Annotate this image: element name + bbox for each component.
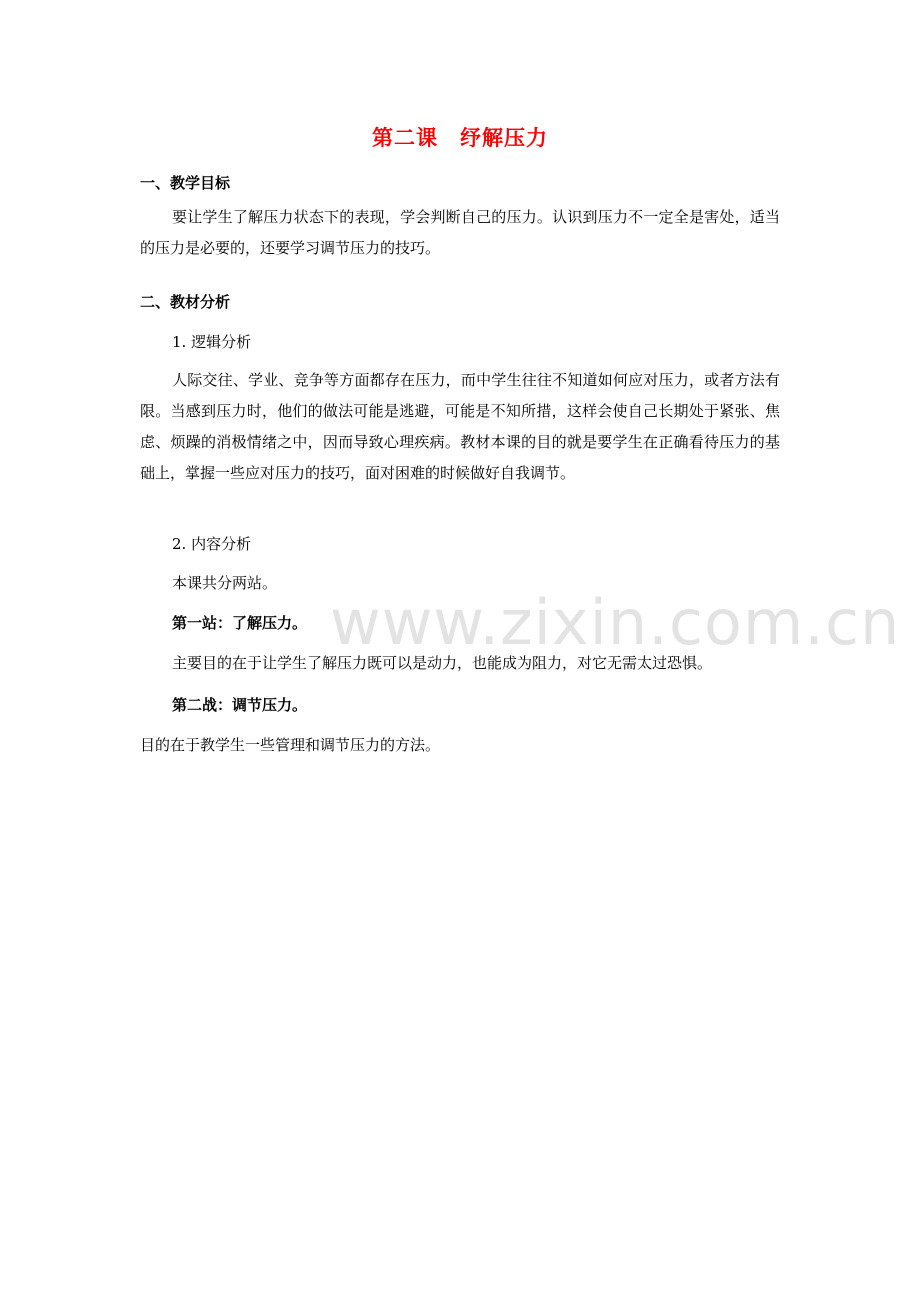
subheading-content-analysis: 2. 内容分析 <box>172 535 252 553</box>
watermark: www.zixin.com.cn <box>330 586 901 659</box>
content-intro: 本课共分两站。 <box>172 574 278 592</box>
section-heading-analysis: 二、教材分析 <box>140 293 231 311</box>
subheading-logic-analysis: 1. 逻辑分析 <box>172 333 252 351</box>
objectives-paragraph: 要让学生了解压力状态下的表现，学会判断自己的压力。认识到压力不一定全是害处，适当的压力是必要的，还要学习调节压力的技巧。 <box>140 208 780 257</box>
section-heading-objectives: 一、教学目标 <box>140 174 231 192</box>
station2-text: 目的在于教学生一些管理和调节压力的方法。 <box>140 736 441 754</box>
station2-title: 第二战：调节压力。 <box>172 696 308 714</box>
station1-title: 第一站：了解压力。 <box>172 614 308 632</box>
station1-text: 主要目的在于让学生了解压力既可以是动力，也能成为阻力，对它无需太过恐惧。 <box>172 654 713 672</box>
document-title: 第二课 纾解压力 <box>372 125 548 150</box>
logic-analysis-paragraph: 人际交往、学业、竞争等方面都存在压力，而中学生往往不知道如何应对压力，或者方法有限。当感到压力时，他们的做法可能是逃避，可能是不知所措，这样会使自己长期处于紧张、焦虑、烦躁的消极情绪之中，因而导致心理疾病。教材本课的目的就是要学生在正确看待压力的基础上，掌握一些应对压力的技巧，面对困难的时候做好自我调节。 <box>140 371 780 482</box>
